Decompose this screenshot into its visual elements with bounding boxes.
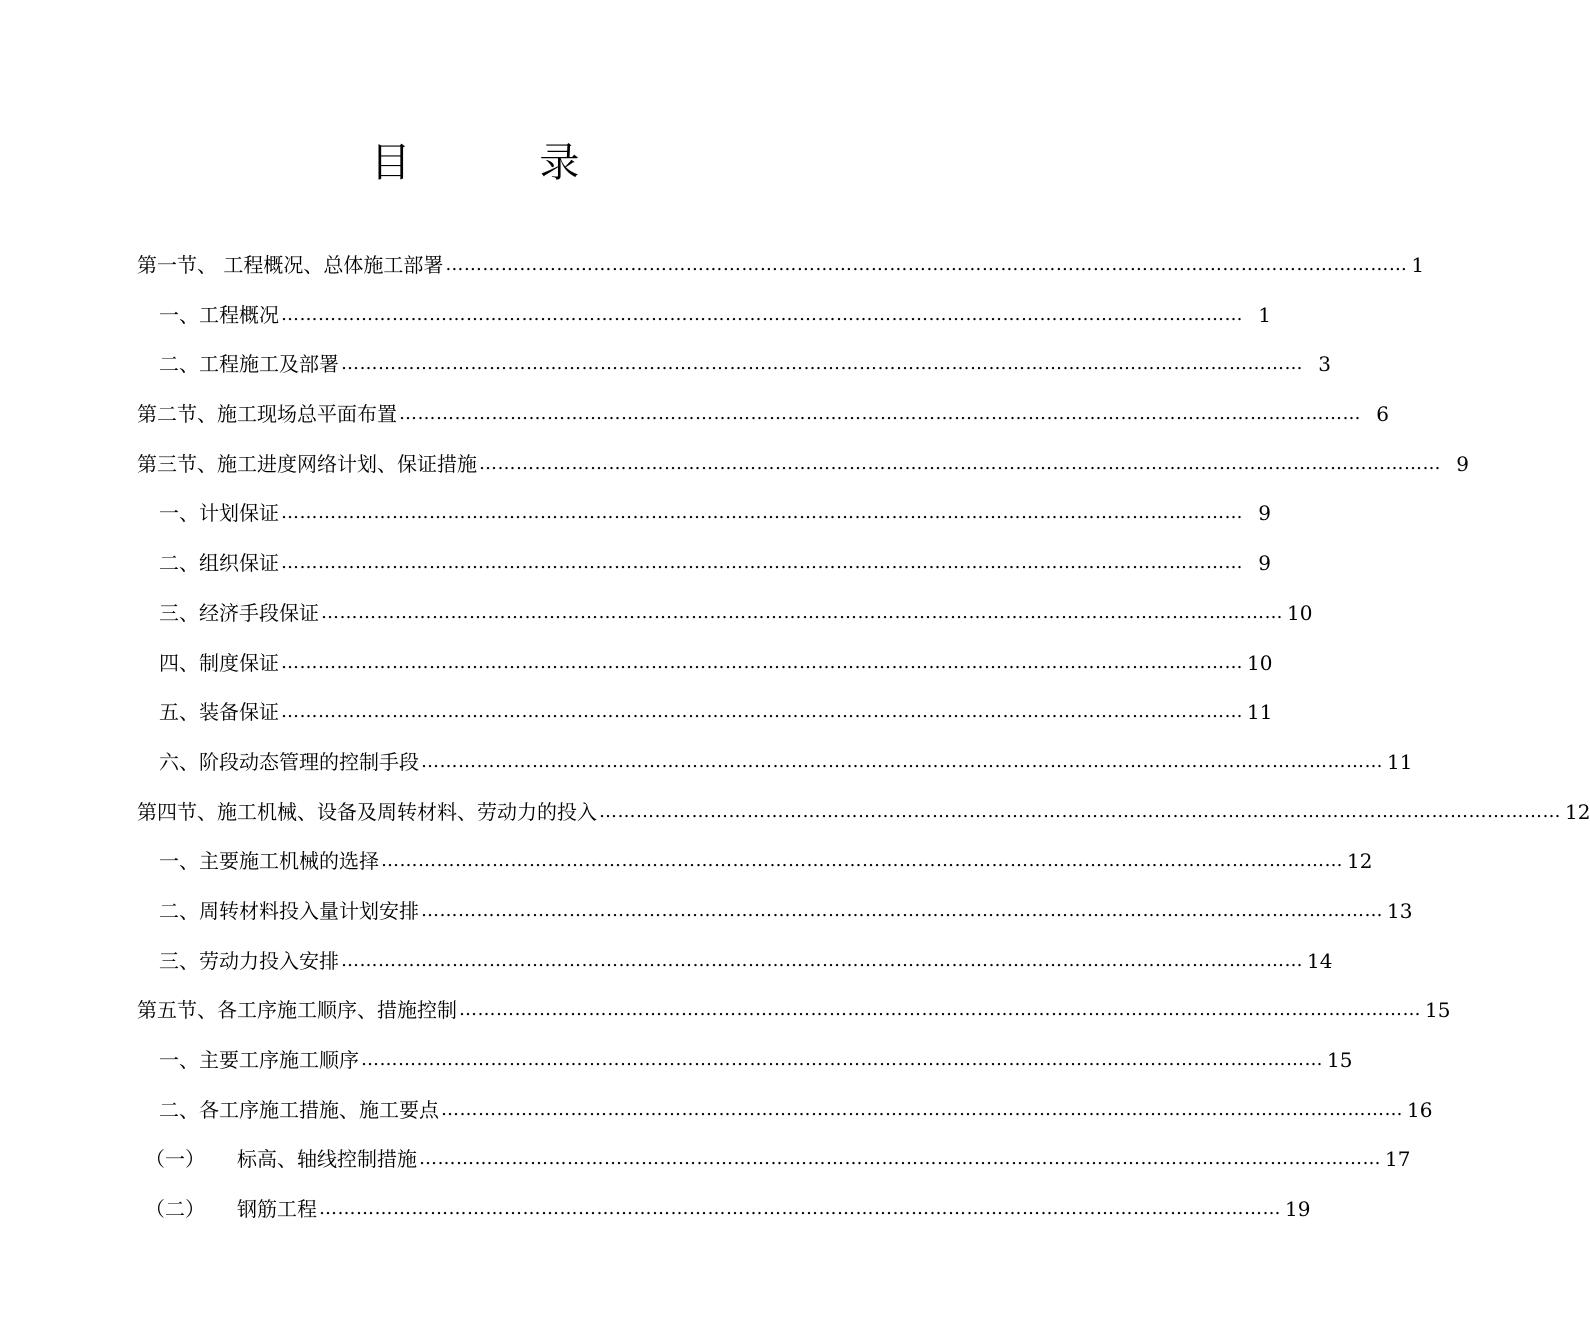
- toc-entry[interactable]: [0, 451, 1469, 501]
- toc-entry-label: 第三节、施工进度网络计划、保证措施: [137, 451, 477, 476]
- toc-page-number: 17: [1385, 1147, 1411, 1172]
- dot-leader: …………………………………………………………………………………………………………………………………………: [281, 303, 1243, 325]
- toc-entry-label: 第二节、施工现场总平面布置: [137, 402, 397, 427]
- toc-page-number: 15: [1425, 998, 1451, 1023]
- toc-entry[interactable]: [0, 799, 1590, 849]
- toc-entry-label: 三、经济手段保证: [159, 600, 319, 625]
- dot-leader: …………………………………………………………………………………………………………………………………………: [599, 800, 1561, 822]
- toc-page-number: 9: [1456, 451, 1469, 476]
- dot-leader: …………………………………………………………………………………………………………………………………………: [341, 949, 1303, 971]
- dot-leader: …………………………………………………………………………………………………………………………………………: [281, 552, 1243, 574]
- toc-entry[interactable]: [0, 699, 1273, 749]
- dot-leader: …………………………………………………………………………………………………………………………………………: [421, 750, 1383, 772]
- dot-leader: …………………………………………………………………………………………………………………………………………: [321, 601, 1283, 623]
- toc-entry-label: 一、主要施工机械的选择: [159, 849, 379, 874]
- dot-leader: …………………………………………………………………………………………………………………………………………: [441, 1098, 1403, 1120]
- toc-entry-label: 二、周转材料投入量计划安排: [159, 898, 419, 923]
- toc-page-number: 11: [1387, 749, 1413, 774]
- toc-entry-label: 一、工程概况: [159, 302, 279, 327]
- toc-entry-prefix: （二）: [145, 1197, 205, 1222]
- toc-entry-label: 二、工程施工及部署: [159, 352, 339, 377]
- toc-page-number: 3: [1318, 352, 1331, 377]
- toc-entry[interactable]: [0, 997, 1451, 1047]
- toc-page-number: 1: [1258, 302, 1271, 327]
- toc-page-number: 10: [1287, 600, 1313, 625]
- dot-leader: …………………………………………………………………………………………………………………………………………: [419, 1148, 1381, 1170]
- toc-page-number: 15: [1327, 1048, 1353, 1072]
- toc-entry-label: 第一节、 工程概况、总体施工部署: [137, 253, 444, 277]
- toc-page-number: 12: [1347, 849, 1373, 874]
- toc-entry[interactable]: [0, 650, 1273, 700]
- toc-entry[interactable]: [0, 550, 1271, 600]
- toc-entry-label: 二、组织保证: [159, 551, 279, 576]
- toc-page-number: 9: [1258, 501, 1271, 526]
- toc-entry[interactable]: [0, 351, 1331, 401]
- toc-page-number: 13: [1387, 898, 1413, 923]
- toc-entry-prefix: （一）: [145, 1147, 205, 1172]
- toc-entry[interactable]: [0, 302, 1271, 352]
- toc-entry[interactable]: [0, 948, 1333, 998]
- dot-leader: …………………………………………………………………………………………………………………………………………: [319, 1198, 1281, 1220]
- toc-page-number: 11: [1247, 700, 1273, 725]
- page-title: 目 录: [370, 140, 638, 186]
- toc-entry-label: 二、各工序施工措施、施工要点: [159, 1097, 439, 1122]
- toc-entry[interactable]: [0, 848, 1373, 898]
- toc-page-number: 19: [1285, 1197, 1311, 1222]
- dot-leader: …………………………………………………………………………………………………………………………………………: [459, 999, 1421, 1021]
- dot-leader: …………………………………………………………………………………………………………………………………………: [399, 403, 1361, 425]
- dot-leader: …………………………………………………………………………………………………………………………………………: [281, 701, 1243, 723]
- toc-entry-label: 钢筋工程: [237, 1197, 317, 1222]
- dot-leader: …………………………………………………………………………………………………………………………………………: [361, 1049, 1323, 1070]
- toc-entry-label: 六、阶段动态管理的控制手段: [159, 749, 419, 774]
- toc-entry[interactable]: [0, 1196, 1311, 1246]
- toc-page-number: 9: [1258, 551, 1271, 576]
- toc-entry[interactable]: [0, 1047, 1353, 1097]
- toc-entry-label: 三、劳动力投入安排: [159, 948, 339, 973]
- toc-entry[interactable]: [0, 898, 1413, 948]
- toc-entry[interactable]: [0, 252, 1425, 302]
- toc-page-number: 14: [1307, 948, 1333, 973]
- toc-entry-label: 四、制度保证: [159, 650, 279, 675]
- dot-leader: …………………………………………………………………………………………………………………………………………: [421, 899, 1383, 921]
- dot-leader: …………………………………………………………………………………………………………………………………………: [445, 254, 1408, 275]
- dot-leader: …………………………………………………………………………………………………………………………………………: [341, 353, 1303, 375]
- toc-page-number: 12: [1565, 799, 1590, 824]
- toc-entry[interactable]: [0, 500, 1271, 550]
- toc-entry-label: 五、装备保证: [159, 700, 279, 725]
- toc-page-number: 6: [1376, 402, 1389, 427]
- toc-entry-label: 第五节、各工序施工顺序、措施控制: [137, 998, 457, 1023]
- table-of-contents: [0, 252, 1590, 1246]
- toc-page-number: 16: [1407, 1097, 1433, 1122]
- toc-entry[interactable]: [0, 401, 1389, 451]
- toc-entry-label: 一、计划保证: [159, 501, 279, 526]
- toc-entry-label: 一、主要工序施工顺序: [159, 1048, 359, 1072]
- toc-page-number: 10: [1247, 650, 1273, 675]
- toc-entry-label: 第四节、施工机械、设备及周转材料、劳动力的投入: [137, 799, 597, 824]
- dot-leader: …………………………………………………………………………………………………………………………………………: [479, 452, 1441, 474]
- toc-entry[interactable]: [0, 1097, 1433, 1147]
- toc-entry-label: 标高、轴线控制措施: [237, 1147, 417, 1172]
- dot-leader: …………………………………………………………………………………………………………………………………………: [281, 651, 1243, 673]
- toc-entry[interactable]: [0, 749, 1413, 799]
- dot-leader: …………………………………………………………………………………………………………………………………………: [381, 850, 1343, 872]
- toc-entry[interactable]: [0, 1146, 1411, 1196]
- toc-entry[interactable]: [0, 600, 1313, 650]
- dot-leader: …………………………………………………………………………………………………………………………………………: [281, 502, 1243, 524]
- toc-page-number: 1: [1411, 253, 1425, 277]
